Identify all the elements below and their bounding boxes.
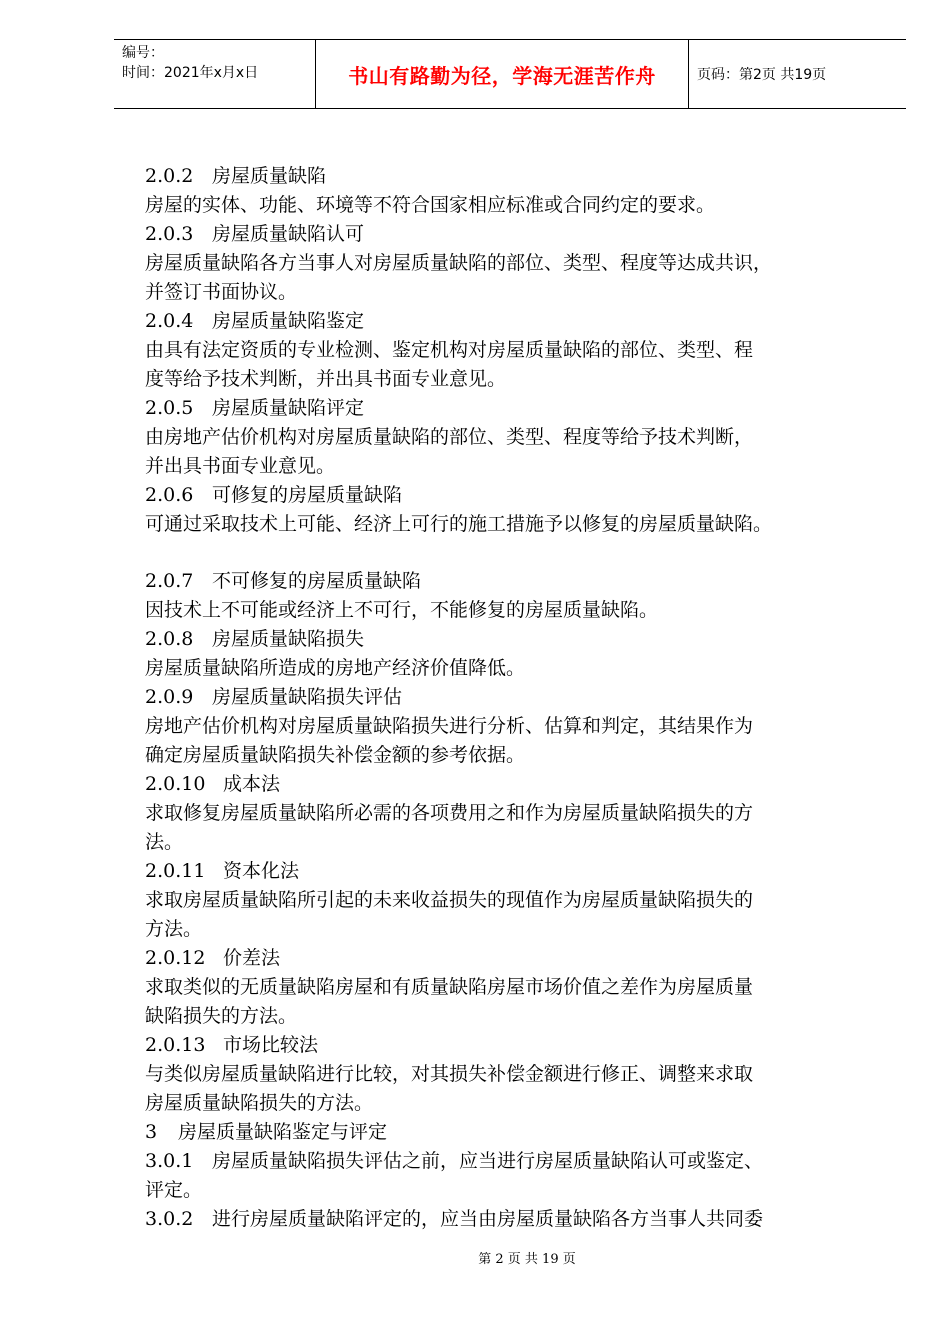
section-number: 2.0.3 bbox=[145, 223, 194, 245]
section-heading bbox=[145, 567, 885, 596]
line-text: 由具有法定资质的专业检测、鉴定机构对房屋质量缺陷的部位、类型、程 bbox=[145, 339, 754, 361]
footer-page-number: 第 2 页 共 19 页 bbox=[478, 1252, 576, 1267]
line-text: 度等给予技术判断，并出具书面专业意见。 bbox=[145, 368, 507, 390]
section-heading bbox=[145, 394, 885, 423]
page-header bbox=[114, 39, 906, 109]
line-text: 房屋质量缺陷损失评估 bbox=[212, 686, 403, 708]
line-text: 成本法 bbox=[223, 773, 281, 795]
section-number: 2.0.10 bbox=[145, 773, 206, 795]
section-heading bbox=[145, 625, 885, 654]
line-text: 房屋质量缺陷各方当事人对房屋质量缺陷的部位、类型、程度等达成共识， bbox=[145, 252, 773, 274]
line-text: 确定房屋质量缺陷损失补偿金额的参考依据。 bbox=[145, 744, 526, 766]
line-text: 法。 bbox=[145, 831, 184, 853]
paragraph-line bbox=[145, 510, 885, 539]
paragraph-line bbox=[145, 799, 885, 828]
section-number: 3.0.1 bbox=[145, 1150, 194, 1172]
section-number: 2.0.7 bbox=[145, 570, 194, 592]
serial-label: 编号： bbox=[122, 45, 164, 61]
section-heading bbox=[145, 1205, 885, 1234]
page-label: 页码：第2页 共19页 bbox=[697, 67, 827, 83]
header-motto-cell bbox=[315, 40, 689, 108]
line-text: 房屋质量缺陷损失评估之前，应当进行房屋质量缺陷认可或鉴定、 bbox=[212, 1150, 764, 1172]
line-text: 求取房屋质量缺陷所引起的未来收益损失的现值作为房屋质量缺陷损失的 bbox=[145, 889, 754, 911]
paragraph-line bbox=[145, 596, 885, 625]
paragraph-line bbox=[145, 973, 885, 1002]
line-text: 不可修复的房屋质量缺陷 bbox=[212, 570, 422, 592]
section-number: 3 bbox=[145, 1121, 158, 1143]
paragraph-line bbox=[145, 886, 885, 915]
paragraph-line bbox=[145, 712, 885, 741]
line-text: 可修复的房屋质量缺陷 bbox=[212, 484, 403, 506]
line-text: 市场比较法 bbox=[223, 1034, 319, 1056]
line-text: 房屋的实体、功能、环境等不符合国家相应标准或合同约定的要求。 bbox=[145, 194, 716, 216]
section-number: 2.0.9 bbox=[145, 686, 194, 708]
line-text: 并出具书面专业意见。 bbox=[145, 455, 336, 477]
paragraph-line bbox=[145, 1002, 885, 1031]
section-number: 2.0.4 bbox=[145, 310, 194, 332]
section-number: 2.0.11 bbox=[145, 860, 206, 882]
line-text: 房屋质量缺陷损失 bbox=[212, 628, 365, 650]
line-text: 房屋质量缺陷 bbox=[212, 165, 327, 187]
line-text: 房地产估价机构对房屋质量缺陷损失进行分析、估算和判定，其结果作为 bbox=[145, 715, 754, 737]
line-text: 房屋质量缺陷认可 bbox=[212, 223, 365, 245]
document-body bbox=[145, 162, 885, 1234]
line-text: 求取类似的无质量缺陷房屋和有质量缺陷房屋市场价值之差作为房屋质量 bbox=[145, 976, 754, 998]
section-heading bbox=[145, 220, 885, 249]
line-text: 求取修复房屋质量缺陷所必需的各项费用之和作为房屋质量缺陷损失的方 bbox=[145, 802, 754, 824]
section-heading bbox=[145, 1031, 885, 1060]
line-text: 可通过采取技术上可能、经济上可行的施工措施予以修复的房屋质量缺陷。 bbox=[145, 513, 773, 535]
paragraph-line bbox=[145, 1060, 885, 1089]
page-footer bbox=[0, 1248, 950, 1267]
line-text: 价差法 bbox=[223, 947, 281, 969]
paragraph-line bbox=[145, 452, 885, 481]
line-text: 资本化法 bbox=[223, 860, 300, 882]
header-meta bbox=[114, 40, 315, 108]
line-text: 评定。 bbox=[145, 1179, 203, 1201]
section-heading bbox=[145, 770, 885, 799]
section-heading bbox=[145, 1118, 885, 1147]
line-text: 与类似房屋质量缺陷进行比较，对其损失补偿金额进行修正、调整来求取 bbox=[145, 1063, 754, 1085]
section-number: 2.0.8 bbox=[145, 628, 194, 650]
section-heading bbox=[145, 1147, 885, 1176]
line-text: 房屋质量缺陷损失的方法。 bbox=[145, 1092, 374, 1114]
paragraph-line bbox=[145, 828, 885, 857]
header-page-cell bbox=[689, 40, 906, 108]
line-text: 缺陷损失的方法。 bbox=[145, 1005, 298, 1027]
section-heading bbox=[145, 162, 885, 191]
section-number: 2.0.13 bbox=[145, 1034, 206, 1056]
section-number: 2.0.6 bbox=[145, 484, 194, 506]
section-heading bbox=[145, 944, 885, 973]
section-heading bbox=[145, 307, 885, 336]
line-text: 并签订书面协议。 bbox=[145, 281, 298, 303]
paragraph-line bbox=[145, 1176, 885, 1205]
paragraph-line bbox=[145, 278, 885, 307]
time-label: 时间：2021年x月x日 bbox=[122, 65, 259, 81]
paragraph-line bbox=[145, 191, 885, 220]
paragraph-line bbox=[145, 915, 885, 944]
line-text: 房屋质量缺陷鉴定与评定 bbox=[178, 1121, 388, 1143]
paragraph-line bbox=[145, 741, 885, 770]
line-text: 进行房屋质量缺陷评定的，应当由房屋质量缺陷各方当事人共同委 bbox=[212, 1208, 764, 1230]
line-text: 房屋质量缺陷鉴定 bbox=[212, 310, 365, 332]
paragraph-line bbox=[145, 654, 885, 683]
paragraph-line bbox=[145, 336, 885, 365]
section-heading bbox=[145, 683, 885, 712]
section-number: 2.0.2 bbox=[145, 165, 194, 187]
section-heading bbox=[145, 857, 885, 886]
paragraph-line bbox=[145, 423, 885, 452]
section-number: 2.0.12 bbox=[145, 947, 206, 969]
paragraph-line bbox=[145, 249, 885, 278]
paragraph-line bbox=[145, 365, 885, 394]
line-text: 因技术上不可能或经济上不可行，不能修复的房屋质量缺陷。 bbox=[145, 599, 659, 621]
blank-line bbox=[145, 539, 885, 567]
line-text: 房屋质量缺陷所造成的房地产经济价值降低。 bbox=[145, 657, 526, 679]
section-number: 2.0.5 bbox=[145, 397, 194, 419]
paragraph-line bbox=[145, 1089, 885, 1118]
motto: 书山有路勤为径，学海无涯苦作舟 bbox=[348, 63, 656, 88]
line-text: 房屋质量缺陷评定 bbox=[212, 397, 365, 419]
section-number: 3.0.2 bbox=[145, 1208, 194, 1230]
line-text: 方法。 bbox=[145, 918, 203, 940]
section-heading bbox=[145, 481, 885, 510]
line-text: 由房地产估价机构对房屋质量缺陷的部位、类型、程度等给予技术判断， bbox=[145, 426, 754, 448]
